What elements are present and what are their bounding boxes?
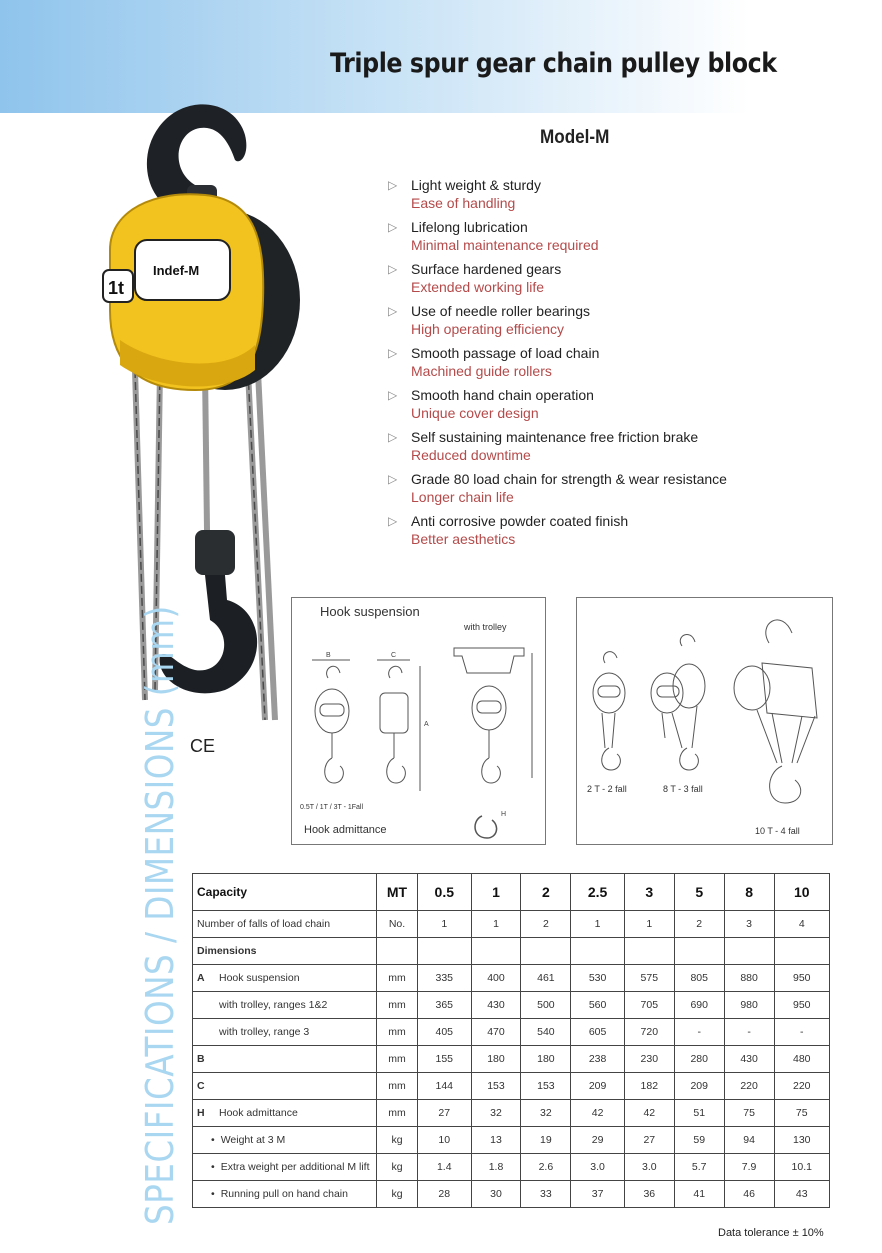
table-cell: 461 xyxy=(521,965,571,992)
table-cell: 1 xyxy=(624,911,674,938)
row-unit: kg xyxy=(377,1181,418,1208)
dim-b-label: B xyxy=(326,652,331,659)
header-capacity: 10 xyxy=(774,874,829,911)
row-label: Running pull on hand chain xyxy=(220,1188,348,1200)
table-cell: 182 xyxy=(624,1073,674,1100)
table-cell: 41 xyxy=(674,1181,724,1208)
row-label: Number of falls of load chain xyxy=(197,918,331,930)
dimension-letter: A xyxy=(197,972,205,984)
table-cell: 130 xyxy=(774,1127,829,1154)
table-cell: 153 xyxy=(471,1073,521,1100)
label-10t: 10 T - 4 fall xyxy=(755,826,800,836)
table-cell: 1 xyxy=(571,911,625,938)
table-cell: 5.7 xyxy=(674,1154,724,1181)
diagram-title: Hook suspension xyxy=(320,604,420,619)
table-cell: 75 xyxy=(724,1100,774,1127)
list-item: ▷ Surface hardened gears Extended working life xyxy=(388,261,562,295)
header-capacity: 2.5 xyxy=(571,874,625,911)
table-row xyxy=(193,938,830,965)
table-cell xyxy=(724,938,774,965)
table-cell: 7.9 xyxy=(724,1154,774,1181)
arrow-bullet-icon: ▷ xyxy=(388,388,398,402)
table-cell: - xyxy=(774,1019,829,1046)
label-2t: 2 T - 2 fall xyxy=(587,784,627,794)
fall-configurations-diagram xyxy=(576,597,833,845)
page-title: Triple spur gear chain pulley block xyxy=(330,48,777,79)
table-cell: 10 xyxy=(418,1127,472,1154)
table-row xyxy=(193,992,830,1019)
dim-c-label: C xyxy=(391,652,397,659)
list-item: ▷ Light weight & sturdy Ease of handling xyxy=(388,177,541,211)
table-cell: 30 xyxy=(471,1181,521,1208)
row-unit: mm xyxy=(377,1073,418,1100)
table-cell: 705 xyxy=(624,992,674,1019)
table-row xyxy=(193,1019,830,1046)
row-label: Hook suspension xyxy=(219,972,300,984)
side-title: SPECIFICATIONS / DIMENSIONS (mm) xyxy=(138,605,182,1225)
row-label: Weight at 3 M xyxy=(220,1134,286,1146)
table-cell: 4 xyxy=(774,911,829,938)
bullet-icon: • xyxy=(211,1188,215,1200)
dim-a-label: A xyxy=(424,721,429,728)
table-cell: 1 xyxy=(418,911,472,938)
table-cell: 32 xyxy=(521,1100,571,1127)
list-item: ▷ Grade 80 load chain for strength & wear resistance Longer chain life xyxy=(388,471,727,505)
table-cell: 480 xyxy=(774,1046,829,1073)
row-unit: kg xyxy=(377,1154,418,1181)
capacities-label: 0.5T / 1T / 3T - 1Fall xyxy=(300,804,364,811)
table-cell: 690 xyxy=(674,992,724,1019)
table-cell xyxy=(624,938,674,965)
table-cell: 605 xyxy=(571,1019,625,1046)
table-cell: 540 xyxy=(521,1019,571,1046)
table-cell xyxy=(471,938,521,965)
table-cell: 470 xyxy=(471,1019,521,1046)
table-cell xyxy=(521,938,571,965)
arrow-bullet-icon: ▷ xyxy=(388,220,398,234)
row-label: Hook admittance xyxy=(219,1107,298,1119)
table-cell: 27 xyxy=(624,1127,674,1154)
table-cell: 36 xyxy=(624,1181,674,1208)
table-cell: 720 xyxy=(624,1019,674,1046)
spec-table xyxy=(192,873,830,1208)
row-unit: mm xyxy=(377,1100,418,1127)
arrow-bullet-icon: ▷ xyxy=(388,346,398,360)
row-label-cell xyxy=(193,1181,377,1208)
table-cell: 1.4 xyxy=(418,1154,472,1181)
brand-label: Indef-M xyxy=(153,263,200,278)
list-item: ▷ Self sustaining maintenance free friction brake Reduced downtime xyxy=(388,429,699,463)
table-cell: 144 xyxy=(418,1073,472,1100)
table-cell: 155 xyxy=(418,1046,472,1073)
trolley-label: with trolley xyxy=(464,622,507,632)
table-cell: 1 xyxy=(471,911,521,938)
table-cell: 37 xyxy=(571,1181,625,1208)
arrow-bullet-icon: ▷ xyxy=(388,262,398,276)
tolerance-note: Data tolerance ± 10% xyxy=(718,1227,824,1239)
list-item: ▷ Smooth passage of load chain Machined guide rollers xyxy=(388,345,600,379)
ce-mark: CE xyxy=(190,736,216,756)
table-cell xyxy=(571,938,625,965)
table-cell: 220 xyxy=(724,1073,774,1100)
table-cell: 280 xyxy=(674,1046,724,1073)
row-unit: mm xyxy=(377,965,418,992)
table-cell: 3.0 xyxy=(624,1154,674,1181)
table-row xyxy=(193,965,830,992)
arrow-bullet-icon: ▷ xyxy=(388,514,398,528)
table-cell: 220 xyxy=(774,1073,829,1100)
table-row xyxy=(193,1181,830,1208)
table-cell: 27 xyxy=(418,1100,472,1127)
table-row xyxy=(193,1046,830,1073)
header-capacity: 8 xyxy=(724,874,774,911)
row-label: with trolley, range 3 xyxy=(219,1026,310,1038)
table-cell: 335 xyxy=(418,965,472,992)
row-label-cell xyxy=(193,1073,377,1100)
table-cell: 430 xyxy=(471,992,521,1019)
table-cell: 950 xyxy=(774,992,829,1019)
table-cell xyxy=(674,938,724,965)
row-unit xyxy=(377,938,418,965)
row-label-cell xyxy=(193,1154,377,1181)
row-label-cell xyxy=(193,1100,377,1127)
table-cell: 46 xyxy=(724,1181,774,1208)
header-capacity: 2 xyxy=(521,874,571,911)
table-cell: 43 xyxy=(774,1181,829,1208)
row-label-cell xyxy=(193,1019,377,1046)
table-cell: 29 xyxy=(571,1127,625,1154)
table-cell: 2.6 xyxy=(521,1154,571,1181)
dimension-letter: B xyxy=(197,1053,205,1065)
table-cell: 51 xyxy=(674,1100,724,1127)
table-cell: 209 xyxy=(674,1073,724,1100)
row-label-cell xyxy=(193,1046,377,1073)
table-cell: 805 xyxy=(674,965,724,992)
row-label: Extra weight per additional M lift xyxy=(220,1161,370,1173)
table-cell: 500 xyxy=(521,992,571,1019)
table-row xyxy=(193,1127,830,1154)
dimension-letter: C xyxy=(197,1080,205,1092)
row-unit: mm xyxy=(377,992,418,1019)
table-cell: 560 xyxy=(571,992,625,1019)
header-capacity: 1 xyxy=(471,874,521,911)
arrow-bullet-icon: ▷ xyxy=(388,430,398,444)
table-row xyxy=(193,911,830,938)
bullet-icon: • xyxy=(211,1161,215,1173)
table-cell: 3 xyxy=(724,911,774,938)
hook-suspension-diagram xyxy=(291,597,546,845)
row-label-cell xyxy=(193,1127,377,1154)
row-label-cell xyxy=(193,992,377,1019)
table-row xyxy=(193,1154,830,1181)
table-cell: 2 xyxy=(674,911,724,938)
product-image xyxy=(95,90,305,730)
table-cell: 575 xyxy=(624,965,674,992)
table-cell: 405 xyxy=(418,1019,472,1046)
table-cell: 2 xyxy=(521,911,571,938)
table-cell: 28 xyxy=(418,1181,472,1208)
row-unit: No. xyxy=(377,911,418,938)
bullet-icon: • xyxy=(211,1134,215,1146)
table-cell: 230 xyxy=(624,1046,674,1073)
capacity-badge: 1t xyxy=(108,278,125,298)
table-cell: 3.0 xyxy=(571,1154,625,1181)
header-capacity: 0.5 xyxy=(418,874,472,911)
table-cell: 10.1 xyxy=(774,1154,829,1181)
table-cell: 180 xyxy=(521,1046,571,1073)
table-cell: 400 xyxy=(471,965,521,992)
header-label: Capacity xyxy=(193,874,377,911)
arrow-bullet-icon: ▷ xyxy=(388,304,398,318)
table-cell: 238 xyxy=(571,1046,625,1073)
table-header-row xyxy=(193,874,830,911)
table-cell: 33 xyxy=(521,1181,571,1208)
table-cell: 94 xyxy=(724,1127,774,1154)
table-cell: 32 xyxy=(471,1100,521,1127)
header-capacity: 5 xyxy=(674,874,724,911)
arrow-bullet-icon: ▷ xyxy=(388,472,398,486)
row-unit: mm xyxy=(377,1019,418,1046)
table-cell: 42 xyxy=(571,1100,625,1127)
row-label-cell xyxy=(193,911,377,938)
label-8t: 8 T - 3 fall xyxy=(663,784,703,794)
table-cell: 153 xyxy=(521,1073,571,1100)
row-unit: mm xyxy=(377,1046,418,1073)
table-cell: - xyxy=(674,1019,724,1046)
list-item: ▷ Anti corrosive powder coated finish Better aesthetics xyxy=(388,513,629,547)
table-cell: 980 xyxy=(724,992,774,1019)
table-cell: 530 xyxy=(571,965,625,992)
table-cell: 19 xyxy=(521,1127,571,1154)
table-cell: 430 xyxy=(724,1046,774,1073)
table-cell: - xyxy=(724,1019,774,1046)
table-cell: 75 xyxy=(774,1100,829,1127)
header-capacity: 3 xyxy=(624,874,674,911)
table-cell: 13 xyxy=(471,1127,521,1154)
table-cell: 1.8 xyxy=(471,1154,521,1181)
table-row xyxy=(193,1100,830,1127)
dim-h-label: H xyxy=(501,811,507,818)
list-item: ▷ Smooth hand chain operation Unique cover design xyxy=(388,387,594,421)
row-label-cell xyxy=(193,938,377,965)
table-row xyxy=(193,1073,830,1100)
hook-admittance-label: Hook admittance xyxy=(304,824,387,836)
feature-list xyxy=(388,176,858,554)
table-cell: 180 xyxy=(471,1046,521,1073)
table-cell xyxy=(774,938,829,965)
list-item: ▷ Use of needle roller bearings High operating efficiency xyxy=(388,303,590,337)
arrow-bullet-icon: ▷ xyxy=(388,178,398,192)
row-label-cell xyxy=(193,965,377,992)
fall-line-drawings xyxy=(577,598,832,844)
dimension-letter: H xyxy=(197,1107,205,1119)
table-cell: 880 xyxy=(724,965,774,992)
table-cell: 950 xyxy=(774,965,829,992)
table-cell: 59 xyxy=(674,1127,724,1154)
list-item: ▷ Lifelong lubrication Minimal maintenance required xyxy=(388,219,599,253)
model-name: Model-M xyxy=(540,127,610,148)
row-label: Dimensions xyxy=(197,945,257,957)
table-cell: 42 xyxy=(624,1100,674,1127)
table-cell: 209 xyxy=(571,1073,625,1100)
table-cell: 365 xyxy=(418,992,472,1019)
row-label: with trolley, ranges 1&2 xyxy=(219,999,328,1011)
row-unit: kg xyxy=(377,1127,418,1154)
table-cell xyxy=(418,938,472,965)
header-unit: MT xyxy=(377,874,418,911)
